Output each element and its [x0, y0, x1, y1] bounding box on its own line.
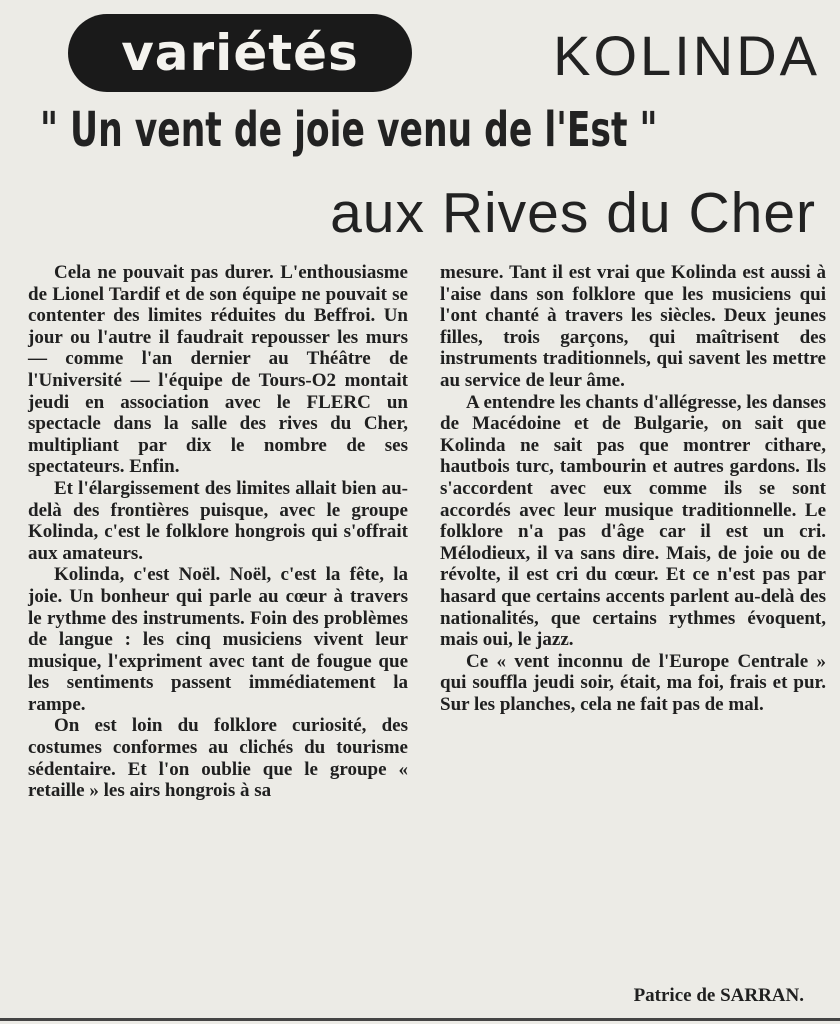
author-signature: Patrice de SARRAN. [633, 985, 804, 1006]
article-column-right [440, 262, 826, 715]
paragraph: Kolinda, c'est Noël. Noël, c'est la fête, la joie. Un bonheur qui parle au cœur à travers le rythme des instruments. Foin des problèmes de langue : les cinq musiciens vivent leur musique, l'expriment avec tant de fougue que les sentiments passent immédiatement la rampe. [28, 564, 408, 715]
bottom-divider [0, 1018, 840, 1021]
article-kicker: KOLINDA [553, 24, 820, 87]
paragraph: Ce « vent inconnu de l'Europe Centrale » qui souffla jeudi soir, était, ma foi, frais et pur. Sur les planches, cela ne fait pas de mal. [440, 650, 826, 715]
section-rubric-label: variétés [121, 24, 359, 82]
headline-line-1: " Un vent de joie venu de l'Est " [40, 102, 658, 158]
headline-line-2: aux Rives du Cher [330, 181, 816, 245]
paragraph: On est loin du folklore curiosité, des costumes conformes au clichés du tourisme sédentaire. Et l'on oublie que le groupe « retaille » les airs hongrois à sa [28, 715, 408, 802]
paragraph: Cela ne pouvait pas durer. L'enthousiasme de Lionel Tardif et de son équipe ne pouvait se contenter des limites réduites du Beffroi. Un jour ou l'autre il faudrait repousser les murs — comme l'an dernier au Théâtre de l'Université — l'équipe de Tours-O2 montait jeudi en association avec le FLERC un spectacle dans la salle des rives du Cher, multipliant par dix le nombre de ses spectateurs. Enfin. [28, 262, 408, 478]
paragraph: Et l'élargissement des limites allait bien au-delà des frontières puisque, avec le groupe Kolinda, c'est le folklore hongrois qui s'offrait aux amateurs. [28, 477, 408, 564]
article-column-left [28, 262, 408, 802]
paragraph: A entendre les chants d'allégresse, les danses de Macédoine et de Bulgarie, on sait que Kolinda ne sait pas que montrer cithare, hautbois turc, tambourin et autres gardons. Ils s'accordent avec eux comme ils se sont accordés avec leur musique traditionnelle. Le folklore n'a pas d'âge car il est un cri. Mélodieux, il va sans dire. Mais, de joie ou de révolte, il est cri du cœur. Et ce n'est pas par hasard que certains accents parlent au-delà des nationalités, que certains rythmes évoquent, mais oui, le jazz. [440, 391, 826, 651]
section-rubric-badge [68, 14, 412, 92]
paragraph-continued: mesure. Tant il est vrai que Kolinda est aussi à l'aise dans son folklore que les musiciens qui l'ont chanté à travers les siècles. Deux jeunes filles, trois garçons, qui maîtrisent des instruments traditionnels, qui savent les mettre au service de leur âme. [440, 262, 826, 391]
